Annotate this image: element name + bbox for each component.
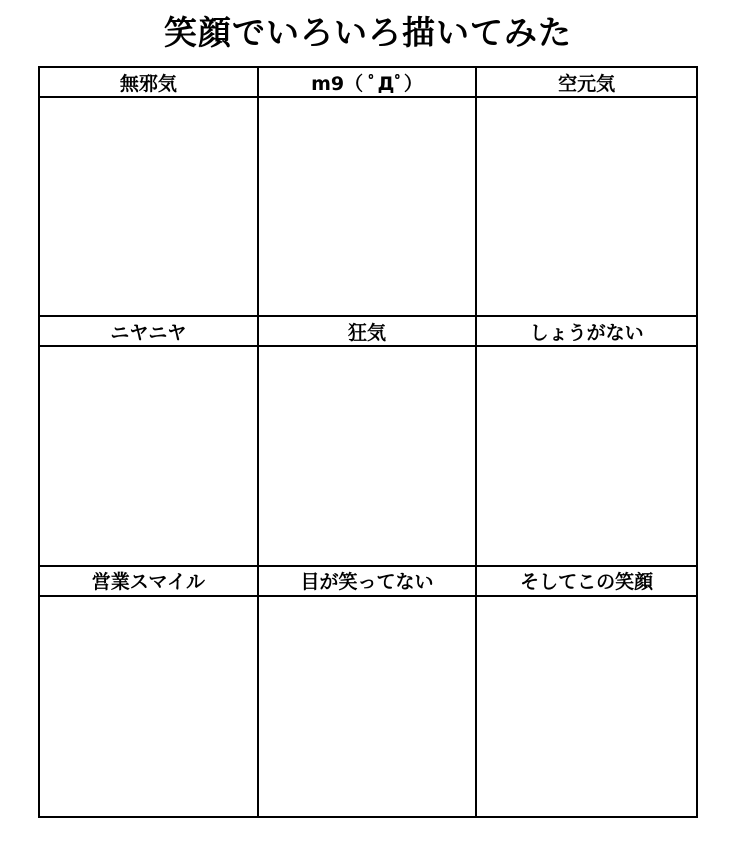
drawing-area[interactable] xyxy=(259,597,476,816)
drawing-area[interactable] xyxy=(40,98,257,315)
cell-label: 目が笑ってない xyxy=(259,567,476,597)
grid-cell xyxy=(259,567,478,816)
drawing-area[interactable] xyxy=(259,98,476,315)
drawing-grid xyxy=(38,66,698,818)
drawing-area[interactable] xyxy=(40,597,257,816)
drawing-area[interactable] xyxy=(40,347,257,564)
cell-label: 空元気 xyxy=(477,68,696,98)
grid-cell xyxy=(40,567,259,816)
cell-label: そしてこの笑顔 xyxy=(477,567,696,597)
grid-cell xyxy=(40,317,259,566)
drawing-area[interactable] xyxy=(477,347,696,564)
page-title: 笑顔でいろいろ描いてみた xyxy=(164,13,572,52)
drawing-area[interactable] xyxy=(259,347,476,564)
grid-cell xyxy=(477,68,696,317)
cell-label: 狂気 xyxy=(259,317,476,347)
grid-cell xyxy=(40,68,259,317)
cell-label: しょうがない xyxy=(477,317,696,347)
cell-label: 無邪気 xyxy=(40,68,257,98)
drawing-area[interactable] xyxy=(477,597,696,816)
cell-label: m9（ ﾟДﾟ） xyxy=(259,68,476,98)
cell-label: ニヤニヤ xyxy=(40,317,257,347)
grid-cell xyxy=(259,317,478,566)
grid-cell xyxy=(477,317,696,566)
drawing-area[interactable] xyxy=(477,98,696,315)
grid-cell xyxy=(477,567,696,816)
grid-cell xyxy=(259,68,478,317)
cell-label: 営業スマイル xyxy=(40,567,257,597)
